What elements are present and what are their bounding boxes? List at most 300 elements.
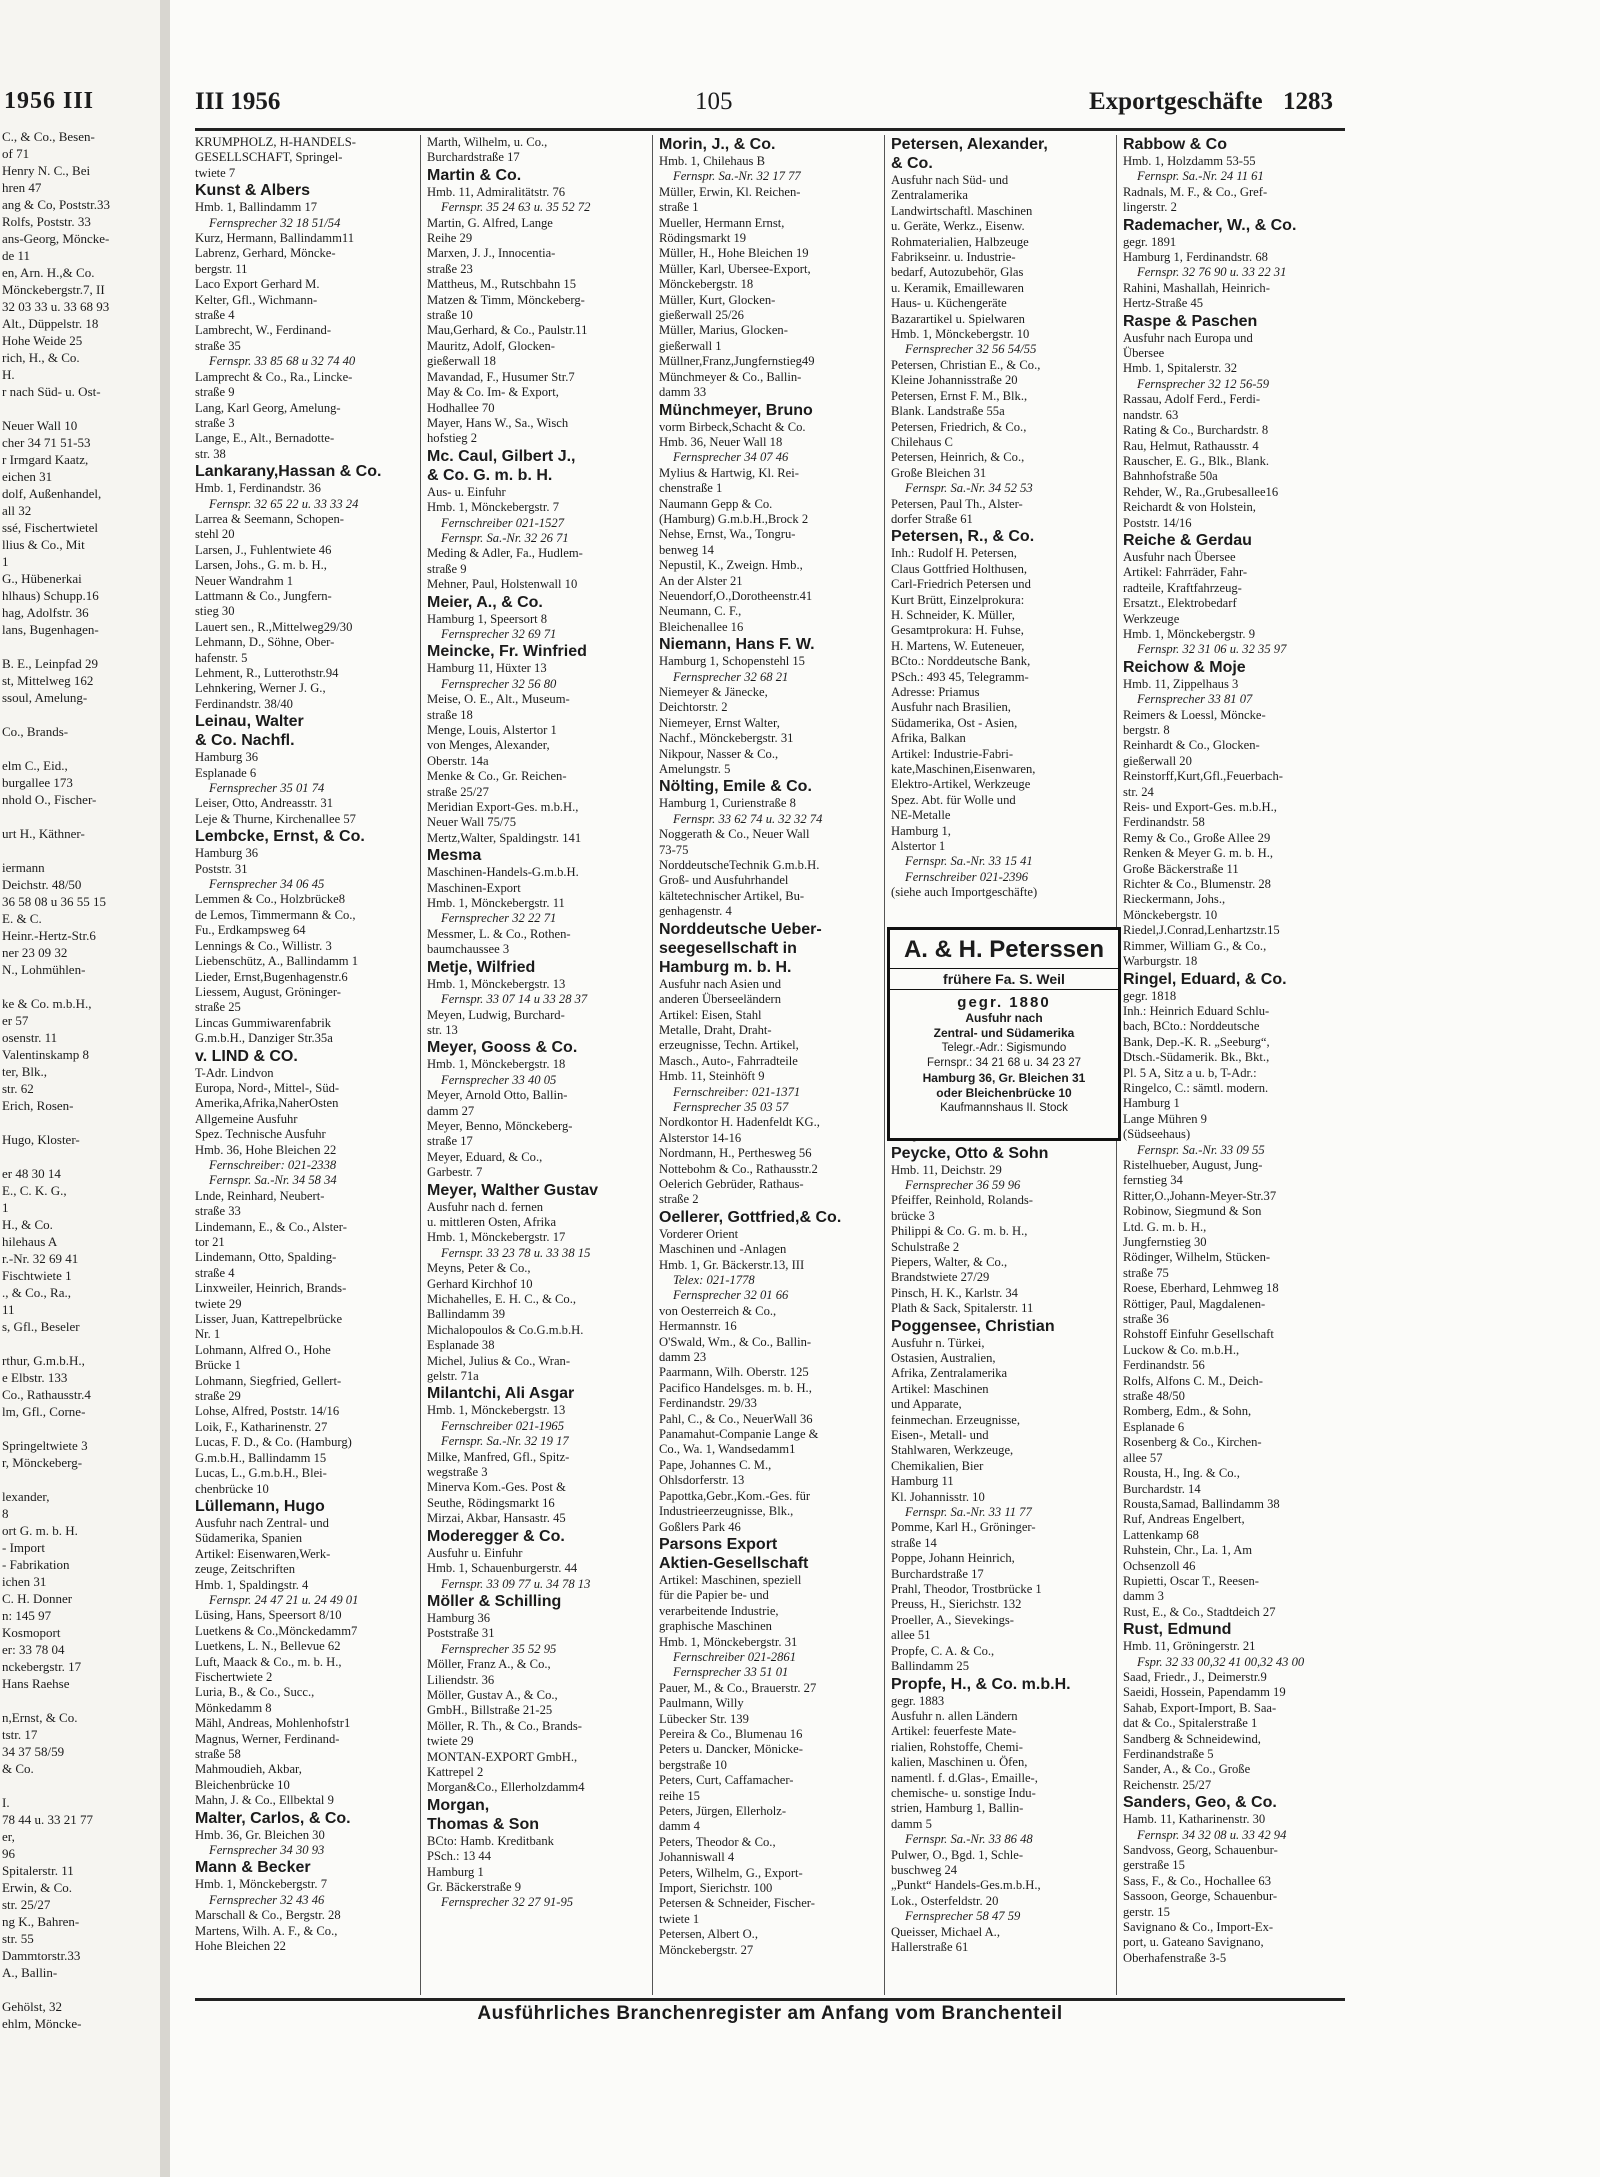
directory-line: Mahn, J. & Co., Ellbektal 9 xyxy=(195,1793,334,1808)
directory-line: Alstertor 1 xyxy=(891,839,946,854)
facing-page-line: Valentinskamp 8 xyxy=(2,1047,90,1062)
facing-page-line: lexander, xyxy=(2,1489,50,1504)
facing-page-line: G., Hübenerkai xyxy=(2,571,82,586)
directory-line: reihe 15 xyxy=(659,1788,700,1803)
directory-line: Lisser, Juan, Kattrepelbrücke xyxy=(195,1312,343,1327)
directory-line: Ausfuhr n. Türkei, xyxy=(891,1335,985,1350)
directory-line: Amelungstr. 5 xyxy=(659,762,731,777)
facing-page-line: H. xyxy=(2,367,15,382)
directory-line: Matzen & Timm, Mönckeberg- xyxy=(427,292,585,307)
company-heading: Lankarany,Hassan & Co. xyxy=(195,463,382,481)
company-heading: Meyer, Gooss & Co. xyxy=(427,1039,578,1057)
directory-line: Liebenschütz, A., Ballindamm 1 xyxy=(195,954,358,969)
directory-line: Burchardstr. 14 xyxy=(1123,1481,1201,1496)
facing-page-line: Co., Rathausstr.4 xyxy=(2,1387,91,1402)
directory-line: 73-75 xyxy=(659,842,689,857)
directory-line: Bazarartikel u. Spielwaren xyxy=(891,311,1025,326)
facing-page-line: Alt., Düppelstr. 18 xyxy=(2,316,99,331)
directory-line: Ochsenzoll 46 xyxy=(1123,1558,1196,1573)
directory-line: Fspr. 32 33 00,32 41 00,32 43 00 xyxy=(1137,1654,1305,1669)
facing-page-line: en, Arn. H.,& Co. xyxy=(2,265,95,280)
directory-line: gelstr. 71a xyxy=(427,1369,479,1384)
ad-company-name: A. & H. Peterssen xyxy=(903,936,1105,963)
facing-page-line: eichen 31 xyxy=(2,469,53,484)
directory-line: Hmb. 11, Admiralitätstr. 76 xyxy=(427,184,566,199)
company-heading: Lüllemann, Hugo xyxy=(195,1497,325,1515)
directory-line: Hmb. 1, Ferdinandstr. 36 xyxy=(195,481,321,496)
directory-line: Metalle, Draht, Draht- xyxy=(659,1022,772,1037)
directory-line: gegr. 1818 xyxy=(1123,988,1177,1003)
directory-line: Ohlsdorferstr. 13 xyxy=(659,1473,745,1488)
directory-line: Fernsprecher 58 47 59 xyxy=(905,1909,1021,1924)
facing-page-line: dolf, Außenhandel, xyxy=(2,486,102,501)
directory-line: Fernsprecher 32 12 56-59 xyxy=(1137,376,1270,391)
directory-line: Ferdinandstr. 58 xyxy=(1123,815,1205,830)
directory-line: Lüsing, Hans, Speersort 8/10 xyxy=(195,1608,342,1623)
facing-page-line: rthur, G.m.b.H., xyxy=(2,1353,85,1368)
section-title: Exportgeschäfte xyxy=(1089,88,1263,115)
page-number: 105 xyxy=(695,88,733,115)
company-heading: Morin, J., & Co. xyxy=(659,136,776,153)
directory-line: Nottebohm & Co., Rathausstr.2 xyxy=(659,1161,818,1176)
facing-page-line: Deichstr. 48/50 xyxy=(2,877,82,892)
facing-page-line: N., Lohmühlen- xyxy=(2,962,86,977)
directory-line: Ostasien, Australien, xyxy=(891,1350,996,1365)
directory-line: Hamb. 11, Katharinenstr. 30 xyxy=(1123,1812,1266,1827)
directory-line: BCto.: Norddeutsche Bank, xyxy=(891,654,1031,669)
directory-line: Mirzai, Akbar, Hansastr. 45 xyxy=(427,1511,566,1526)
directory-line: Röttiger, Paul, Magdalenen- xyxy=(1123,1296,1266,1311)
directory-line: Rohmaterialien, Halbzeuge xyxy=(891,234,1029,249)
directory-line: Fernschreiber: 021-2338 xyxy=(209,1157,337,1172)
directory-line: Esplanade 6 xyxy=(1123,1419,1185,1434)
directory-line: Martin, G. Alfred, Lange xyxy=(427,215,553,230)
directory-line: Nehse, Ernst, Wa., Tongru- xyxy=(659,527,796,542)
directory-line: Fabrikseinr. u. Industrie- xyxy=(891,250,1016,265)
directory-line: Elektro-Artikel, Werkzeuge xyxy=(891,777,1031,792)
directory-line: Stahlwaren, Werkzeuge, xyxy=(891,1443,1014,1458)
directory-line: fernstieg 34 xyxy=(1123,1173,1183,1188)
facing-page-line: urt H., Käthner- xyxy=(2,826,85,841)
directory-line: Liliendstr. 36 xyxy=(427,1672,495,1687)
directory-line: verarbeitende Industrie, xyxy=(659,1603,779,1618)
facing-page-line: lm, Gfl., Corne- xyxy=(2,1404,86,1419)
directory-line: Luckow & Co. m.b.H., xyxy=(1123,1342,1240,1357)
directory-line: twiete 1 xyxy=(659,1911,700,1926)
directory-line: Lange Mühren 9 xyxy=(1123,1111,1207,1126)
facing-page-line: ner 23 09 32 xyxy=(2,945,68,960)
directory-line: Seuthe, Rödingsmarkt 16 xyxy=(427,1495,555,1510)
directory-line: Alsterstor 14-16 xyxy=(659,1130,742,1145)
company-heading: v. LIND & CO. xyxy=(195,1047,298,1065)
directory-line: Lübecker Str. 139 xyxy=(659,1711,749,1726)
directory-line: Hmb. 1, Spitalerstr. 32 xyxy=(1123,361,1238,376)
directory-line: Chilehaus C xyxy=(891,434,953,449)
company-heading: Mesma xyxy=(427,847,482,865)
facing-page-line: Mönckebergstr.7, II xyxy=(2,282,105,297)
directory-line: Peters, Jürgen, Ellerholz- xyxy=(659,1804,787,1818)
directory-page xyxy=(195,0,1345,2177)
directory-line: Luft, Maack & Co., m. b. H., xyxy=(195,1654,342,1669)
book-gutter xyxy=(160,0,170,2177)
directory-line: Landwirtschaftl. Maschinen xyxy=(891,203,1033,218)
facing-page-line xyxy=(2,1148,158,1165)
directory-line: Meyer, Eduard, & Co., xyxy=(427,1149,543,1164)
directory-line: benweg 14 xyxy=(659,542,714,557)
facing-page-line: elm C., Eid., xyxy=(2,758,68,773)
company-heading: Norddeutsche Ueber- xyxy=(659,920,822,938)
directory-line: Ausfuhr nach Zentral- und xyxy=(195,1515,329,1530)
directory-line: straße 10 xyxy=(427,308,473,323)
directory-line: Petersen, Ernst F. M., Blk., xyxy=(891,388,1028,403)
company-heading: Reiche & Gerdau xyxy=(1123,531,1252,549)
facing-page-line xyxy=(2,1420,158,1437)
directory-line: Möller, R. Th., & Co., Brands- xyxy=(427,1718,582,1733)
directory-line: Artikel: Eisenwaren,Werk- xyxy=(195,1546,331,1561)
directory-line: Carl-Friedrich Petersen und xyxy=(891,577,1031,592)
directory-line: Fernsprecher 33 40 05 xyxy=(441,1072,557,1087)
facing-page-line: Co., Brands- xyxy=(2,724,69,739)
facing-page-line: str. 62 xyxy=(2,1081,34,1096)
directory-line: Artikel: Maschinen, speziell xyxy=(659,1572,802,1587)
directory-line: Rauscher, E. G., Blk., Blank. xyxy=(1123,453,1270,468)
company-heading: Poggensee, Christian xyxy=(891,1317,1055,1335)
directory-line: Lieder, Ernst,Bugenhagenstr.6 xyxy=(195,969,348,984)
directory-line: Afrika, Balkan xyxy=(891,731,966,746)
facing-page-line: Erwin, & Co. xyxy=(2,1880,73,1895)
facing-page-line: s, Gfl., Beseler xyxy=(2,1319,80,1334)
directory-line: Rohstoff Einfuhr Gesellschaft xyxy=(1123,1327,1274,1342)
company-heading: Leinau, Walter xyxy=(195,713,304,731)
company-heading: Morgan, xyxy=(427,1796,490,1814)
facing-page-line: ans-Georg, Möncke- xyxy=(2,231,110,246)
directory-line: Fu., Erdkampsweg 64 xyxy=(195,923,306,938)
directory-line: Fernspr. Sa.-Nr. 34 52 53 xyxy=(905,481,1033,496)
directory-line: Gesamtprokura: H. Fuhse, xyxy=(891,623,1024,638)
directory-line: O'Swald, Wm., & Co., Ballin- xyxy=(659,1334,812,1349)
company-heading: Petersen, R., & Co. xyxy=(891,528,1035,546)
company-heading: Möller & Schilling xyxy=(427,1592,562,1610)
directory-line: chenstraße 1 xyxy=(659,481,723,496)
directory-line: Mau,Gerhard, & Co., Paulstr.11 xyxy=(427,323,588,338)
directory-line: Fernspr. 32 76 90 u. 33 22 31 xyxy=(1137,265,1287,280)
ad-address-alt: oder Bleichenbrücke 10 xyxy=(936,1086,1072,1100)
directory-line: Saeidi, Hossein, Papendamm 19 xyxy=(1123,1685,1286,1700)
directory-line: u. Geräte, Werkz., Eisenw. xyxy=(891,219,1025,234)
directory-line: Lattenkamp 68 xyxy=(1123,1527,1199,1542)
directory-line: Spez. Technische Ausfuhr xyxy=(195,1127,326,1142)
directory-line: Kurz, Hermann, Ballindamm11 xyxy=(195,231,355,246)
directory-line: Hamburg 1, Ferdinandstr. 68 xyxy=(1123,250,1268,265)
facing-page-line xyxy=(2,706,158,723)
directory-line: Saad, Friedr., J., Deimerstr.9 xyxy=(1123,1669,1267,1684)
directory-line: straße 25/27 xyxy=(427,784,489,799)
company-heading: Kunst & Albers xyxy=(195,182,310,200)
facing-page-line: 8 xyxy=(2,1506,9,1521)
facing-page-line: ang & Co, Poststr.33 xyxy=(2,197,110,212)
directory-line: Lehnkering, Werner J. G., xyxy=(195,681,326,696)
directory-line: Müller, H., Hohe Bleichen 19 xyxy=(659,246,809,261)
directory-line: gegr. 1891 xyxy=(1123,234,1177,249)
directory-line: Marth, Wilhelm, u. Co., xyxy=(427,135,548,149)
directory-line: Hamburg 11 xyxy=(891,1474,954,1489)
directory-line: Fernspr. Sa.-Nr. 33 09 55 xyxy=(1137,1142,1265,1157)
directory-line: Niemeyer, Ernst Walter, xyxy=(659,715,780,730)
directory-line: Mahmoudieh, Akbar, xyxy=(195,1762,302,1777)
directory-line: Lehment, R., Lutterothstr.94 xyxy=(195,666,339,680)
ad-phone: Fernspr.: 34 21 68 u. 34 23 27 xyxy=(926,1057,1082,1069)
directory-line: H. Schneider, K. Müller, xyxy=(891,607,1015,622)
directory-line: Piepers, Walter, & Co., xyxy=(891,1254,1008,1269)
directory-line: Pacifico Handelsges. m. b. H., xyxy=(659,1380,812,1395)
directory-line: kältetechnischer Artikel, Bu- xyxy=(659,888,805,903)
directory-line: brücke 3 xyxy=(891,1208,935,1223)
company-heading: Rademacher, W., & Co. xyxy=(1123,216,1297,234)
facing-page-line: ehlm, Möncke- xyxy=(2,2016,82,2031)
directory-line: wegstraße 3 xyxy=(427,1465,488,1480)
directory-line: Sandberg & Schneidewind, xyxy=(1123,1731,1261,1746)
directory-line: str. 24 xyxy=(1123,784,1154,799)
ad-line: Zentral- und Südamerika xyxy=(933,1026,1075,1040)
company-heading: Moderegger & Co. xyxy=(427,1527,565,1545)
directory-line: Fernspr. 32 31 06 u. 32 35 97 xyxy=(1137,642,1287,657)
ad-floor: Kaufmannshaus II. Stock xyxy=(940,1102,1068,1114)
directory-line: Hamburg 36 xyxy=(427,1610,491,1625)
directory-line: Pinsch, H. K., Karlstr. 34 xyxy=(891,1285,1018,1300)
facing-page-line: hag, Adolfstr. 36 xyxy=(2,605,89,620)
directory-line: Deichtorstr. 2 xyxy=(659,700,728,715)
directory-line: Mönckebergstr. 10 xyxy=(1123,907,1218,922)
directory-line: bergstr. 11 xyxy=(195,261,248,276)
facing-page-line: nhold O., Fischer- xyxy=(2,792,97,807)
directory-line: Meyen, Ludwig, Burchard- xyxy=(427,1007,565,1022)
directory-line: Warburgstr. 18 xyxy=(1123,954,1198,969)
directory-line: erzeugnisse, Techn. Artikel, xyxy=(659,1038,799,1053)
directory-line: twiete 7 xyxy=(195,165,236,180)
directory-line: Hmb. 11, Zippelhaus 3 xyxy=(1123,676,1239,691)
directory-line: Meridian Export-Ges. m.b.H., xyxy=(427,800,579,815)
directory-line: Meyns, Peter & Co., xyxy=(427,1261,531,1276)
directory-line: Fernspr. 33 09 77 u. 34 78 13 xyxy=(441,1576,591,1591)
directory-line: Ausfuhr nach Asien und xyxy=(659,976,782,991)
directory-line: Larrea & Seemann, Schopen- xyxy=(195,511,344,526)
directory-line: Panamahut-Companie Lange & xyxy=(659,1427,819,1442)
directory-line: von Menges, Alexander, xyxy=(427,738,550,753)
directory-line: kate,Maschinen,Eisenwaren, xyxy=(891,762,1036,777)
facing-page-line: ter, Blk., xyxy=(2,1064,47,1079)
facing-page-line: 96 xyxy=(2,1846,15,1861)
directory-line: Linxweiler, Heinrich, Brands- xyxy=(195,1281,347,1296)
directory-line: str. 38 xyxy=(195,446,226,461)
directory-line: Mehner, Paul, Holstenwall 10 xyxy=(427,577,578,592)
directory-line: Larsen, J., Fuhlentwiete 46 xyxy=(195,542,332,557)
directory-line: Spez. Abt. für Wolle und xyxy=(891,792,1016,807)
directory-line: May & Co. Im- & Export, xyxy=(427,385,559,400)
column-5 xyxy=(1123,135,1345,2000)
directory-line: Neumann, C. F., xyxy=(659,604,742,619)
directory-line: GESELLSCHAFT, Springel- xyxy=(195,150,343,165)
company-heading: Peycke, Otto & Sohn xyxy=(891,1144,1049,1162)
directory-line: Hmb. 1, Mönckebergstr. 7 xyxy=(427,500,559,515)
directory-line: „Punkt“ Handels-Ges.m.b.H., xyxy=(891,1878,1041,1893)
directory-line: Import, Sierichstr. 100 xyxy=(659,1881,773,1896)
directory-line: Mueller, Hermann Ernst, xyxy=(659,215,785,230)
directory-line: Fernspr. 24 47 21 u. 24 49 01 xyxy=(209,1592,359,1607)
facing-page-line: Heinr.-Hertz-Str.6 xyxy=(2,928,96,943)
directory-line: straße 4 xyxy=(195,1265,235,1280)
directory-line: Hodhallee 70 xyxy=(427,400,495,415)
directory-line: Südamerika, Ost - Asien, xyxy=(891,715,1018,730)
directory-line: Inh.: Rudolf H. Petersen, xyxy=(891,546,1017,561)
directory-line: Fernspr. Sa.-Nr. 33 15 41 xyxy=(905,854,1033,869)
directory-line: Hmb. 1, Mönckebergstr. 9 xyxy=(1123,626,1255,641)
directory-line: Ruhstein, Chr., La. 1, Am xyxy=(1123,1543,1253,1558)
directory-line: H. Martens, W. Euteneuer, xyxy=(891,638,1025,653)
directory-line: Müller, Erwin, Kl. Reichen- xyxy=(659,184,801,199)
directory-line: Romberg, Edm., & Sohn, xyxy=(1123,1404,1252,1419)
facing-page-text xyxy=(2,128,158,2032)
volume-label: III 1956 xyxy=(195,88,281,115)
directory-line: KRUMPHOLZ, H-HANDELS- xyxy=(195,135,356,149)
directory-line: Müllner,Franz,Jungfernstieg49 xyxy=(659,354,815,369)
directory-line: gerstr. 15 xyxy=(1123,1904,1170,1919)
directory-line: twiete 29 xyxy=(195,1296,242,1311)
facing-page-line: llius & Co., Mit xyxy=(2,537,85,552)
company-heading: Mc. Caul, Gilbert J., xyxy=(427,447,576,465)
directory-line: Pfeiffer, Reinhold, Rolands- xyxy=(891,1193,1033,1208)
directory-line: BCto: Hamb. Kreditbank xyxy=(427,1833,554,1848)
directory-line: Lennings & Co., Willistr. 3 xyxy=(195,938,332,953)
directory-line: Nepustil, K., Zweign. Hmb., xyxy=(659,558,803,573)
facing-page-line: - Import xyxy=(2,1540,45,1555)
directory-line: Preuss, H., Sierichstr. 132 xyxy=(891,1597,1022,1612)
directory-line: Große Bleichen 31 xyxy=(891,465,987,480)
directory-line: stehl 20 xyxy=(195,527,235,542)
directory-line: Ballindamm 25 xyxy=(891,1659,970,1674)
directory-line: Plath & Sack, Spitalerstr. 11 xyxy=(891,1301,1034,1316)
facing-page-line: tstr. 17 xyxy=(2,1727,38,1742)
directory-line: Fernsprecher 34 30 93 xyxy=(209,1843,325,1858)
directory-line: Marschall & Co., Bergstr. 28 xyxy=(195,1908,341,1923)
directory-line: Nordkontor H. Hadenfeldt KG., xyxy=(659,1115,820,1130)
directory-line: Hamburg 11, Hüxter 13 xyxy=(427,661,547,676)
directory-line: Hamburg 1 xyxy=(427,1864,484,1879)
directory-line: Burchardstraße 17 xyxy=(427,150,520,165)
directory-line: Ringelco, C.: sämtl. modern. xyxy=(1123,1080,1269,1095)
directory-line: Roese, Eberhard, Lehmweg 18 xyxy=(1123,1281,1279,1296)
directory-line: Richter & Co., Blumenstr. 28 xyxy=(1123,877,1271,892)
directory-line: Müller, Karl, Ubersee-Export, xyxy=(659,261,811,276)
directory-line: Mönckebergstr. 27 xyxy=(659,1942,754,1957)
directory-line: straße 29 xyxy=(195,1389,241,1404)
facing-page-line: de 11 xyxy=(2,248,31,263)
directory-line: Reimers & Loessl, Möncke- xyxy=(1123,707,1266,722)
directory-line: Leiser, Otto, Andreasstr. 31 xyxy=(195,796,334,811)
directory-line: Hmb. 36, Gr. Bleichen 30 xyxy=(195,1827,325,1842)
column-3 xyxy=(659,135,877,2000)
directory-line: Ferdinandstr. 38/40 xyxy=(195,696,293,711)
directory-line: Lamprecht & Co., Ra., Lincke- xyxy=(195,369,353,384)
directory-line: strien, Hamburg 1, Ballin- xyxy=(891,1801,1024,1816)
directory-line: Hmb. 11, Deichstr. 29 xyxy=(891,1162,1002,1177)
directory-line: Allgemeine Ausfuhr xyxy=(195,1111,298,1126)
directory-line: Möller, Franz A., & Co., xyxy=(427,1657,551,1672)
directory-line: Ferdinandstr. 56 xyxy=(1123,1358,1205,1373)
directory-line: Pahl, C., & Co., NeuerWall 36 xyxy=(659,1411,813,1426)
directory-line: Ausfuhr n. allen Ländern xyxy=(891,1708,1018,1723)
directory-line: Oelerich Gebrüder, Rathaus- xyxy=(659,1176,804,1191)
directory-line: Maschinen-Handels-G.m.b.H. xyxy=(427,865,579,880)
directory-line: Südamerika, Spanien xyxy=(195,1531,303,1546)
directory-line: Ausfuhr nach Brasilien, xyxy=(891,700,1011,715)
directory-line: damm 33 xyxy=(659,385,707,400)
company-heading: Hamburg m. b. H. xyxy=(659,958,792,976)
directory-line: straße 3 xyxy=(195,415,235,430)
company-heading: Lembcke, Ernst, & Co. xyxy=(195,828,365,846)
directory-line: damm 4 xyxy=(659,1819,700,1834)
directory-line: Michalopoulos & Co.G.m.b.H. xyxy=(427,1322,584,1337)
directory-line: Dtsch.-Südamerik. Bk., Bkt., xyxy=(1123,1050,1270,1065)
directory-line: Lindemann, E., & Co., Alster- xyxy=(195,1219,347,1234)
directory-line: Hamburg 1 xyxy=(1123,1096,1180,1111)
directory-line: graphische Maschinen xyxy=(659,1619,772,1634)
directory-line: Möller, Gustav A., & Co., xyxy=(427,1687,558,1702)
company-heading: Rust, Edmund xyxy=(1123,1621,1232,1639)
directory-line: Schulstraße 2 xyxy=(891,1239,960,1254)
directory-line: Marxen, J. J., Innocentia- xyxy=(427,246,556,261)
company-heading: seegesellschaft in xyxy=(659,939,797,957)
directory-line: vorm Birbeck,Schacht & Co. xyxy=(659,419,806,434)
facing-page-line: & Co. xyxy=(2,1761,34,1776)
directory-line: NorddeutscheTechnik G.m.b.H. xyxy=(659,858,820,873)
company-heading: Münchmeyer, Bruno xyxy=(659,401,813,419)
facing-page-line xyxy=(2,1981,158,1998)
directory-line: stieg 30 xyxy=(195,604,235,619)
column-2 xyxy=(427,135,645,2000)
directory-line: Petersen, Paul Th., Alster- xyxy=(891,496,1023,511)
directory-line: Ausfuhr nach Europa und xyxy=(1123,330,1253,345)
directory-line: Fernspr. Sa.-Nr. 32 26 71 xyxy=(441,530,569,545)
company-heading: Meyer, Walther Gustav xyxy=(427,1181,599,1199)
directory-line: Fernschreiber 021-2861 xyxy=(673,1649,796,1664)
directory-line: radteile, Kraftfahrzeug- xyxy=(1123,580,1242,595)
directory-line: T-Adr. Lindvon xyxy=(195,1065,274,1080)
directory-line: Claus Gottfried Holthusen, xyxy=(891,561,1028,576)
directory-line: Fernsprecher 36 59 96 xyxy=(905,1177,1021,1192)
facing-page-line: 1 xyxy=(2,554,9,569)
facing-page-line: Hugo, Kloster- xyxy=(2,1132,80,1147)
directory-line: hofstieg 2 xyxy=(427,431,478,446)
directory-line: Philippi & Co. G. m. b. H., xyxy=(891,1224,1028,1239)
directory-line: Fernsprecher 32 56 80 xyxy=(441,676,557,691)
directory-line: port, u. Gateano Savignano, xyxy=(1123,1935,1264,1950)
facing-page-line: 11 xyxy=(2,1302,15,1317)
facing-page-line xyxy=(2,1114,158,1131)
directory-line: Lohse, Alfred, Poststr. 14/16 xyxy=(195,1404,340,1419)
directory-line: Esplanade 38 xyxy=(427,1338,495,1353)
directory-line: Reihe 29 xyxy=(427,231,473,246)
directory-line: Lucas, F. D., & Co. (Hamburg) xyxy=(195,1435,352,1450)
directory-line: Luetkens, L. N., Bellevue 62 xyxy=(195,1639,341,1654)
directory-line: Oberhafenstraße 3-5 xyxy=(1123,1950,1227,1965)
directory-line: str. 13 xyxy=(427,1022,458,1037)
directory-line: Lohmann, Siegfried, Gellert- xyxy=(195,1373,342,1388)
facing-page-line xyxy=(2,808,158,825)
company-heading: Thomas & Son xyxy=(427,1815,540,1833)
ad-address: Hamburg 36, Gr. Bleichen 31 xyxy=(922,1071,1086,1085)
directory-line: Hmb. 11, Gröningerstr. 21 xyxy=(1123,1639,1256,1654)
directory-line: Hmb. 1, Schauenburgerstr. 44 xyxy=(427,1561,578,1576)
